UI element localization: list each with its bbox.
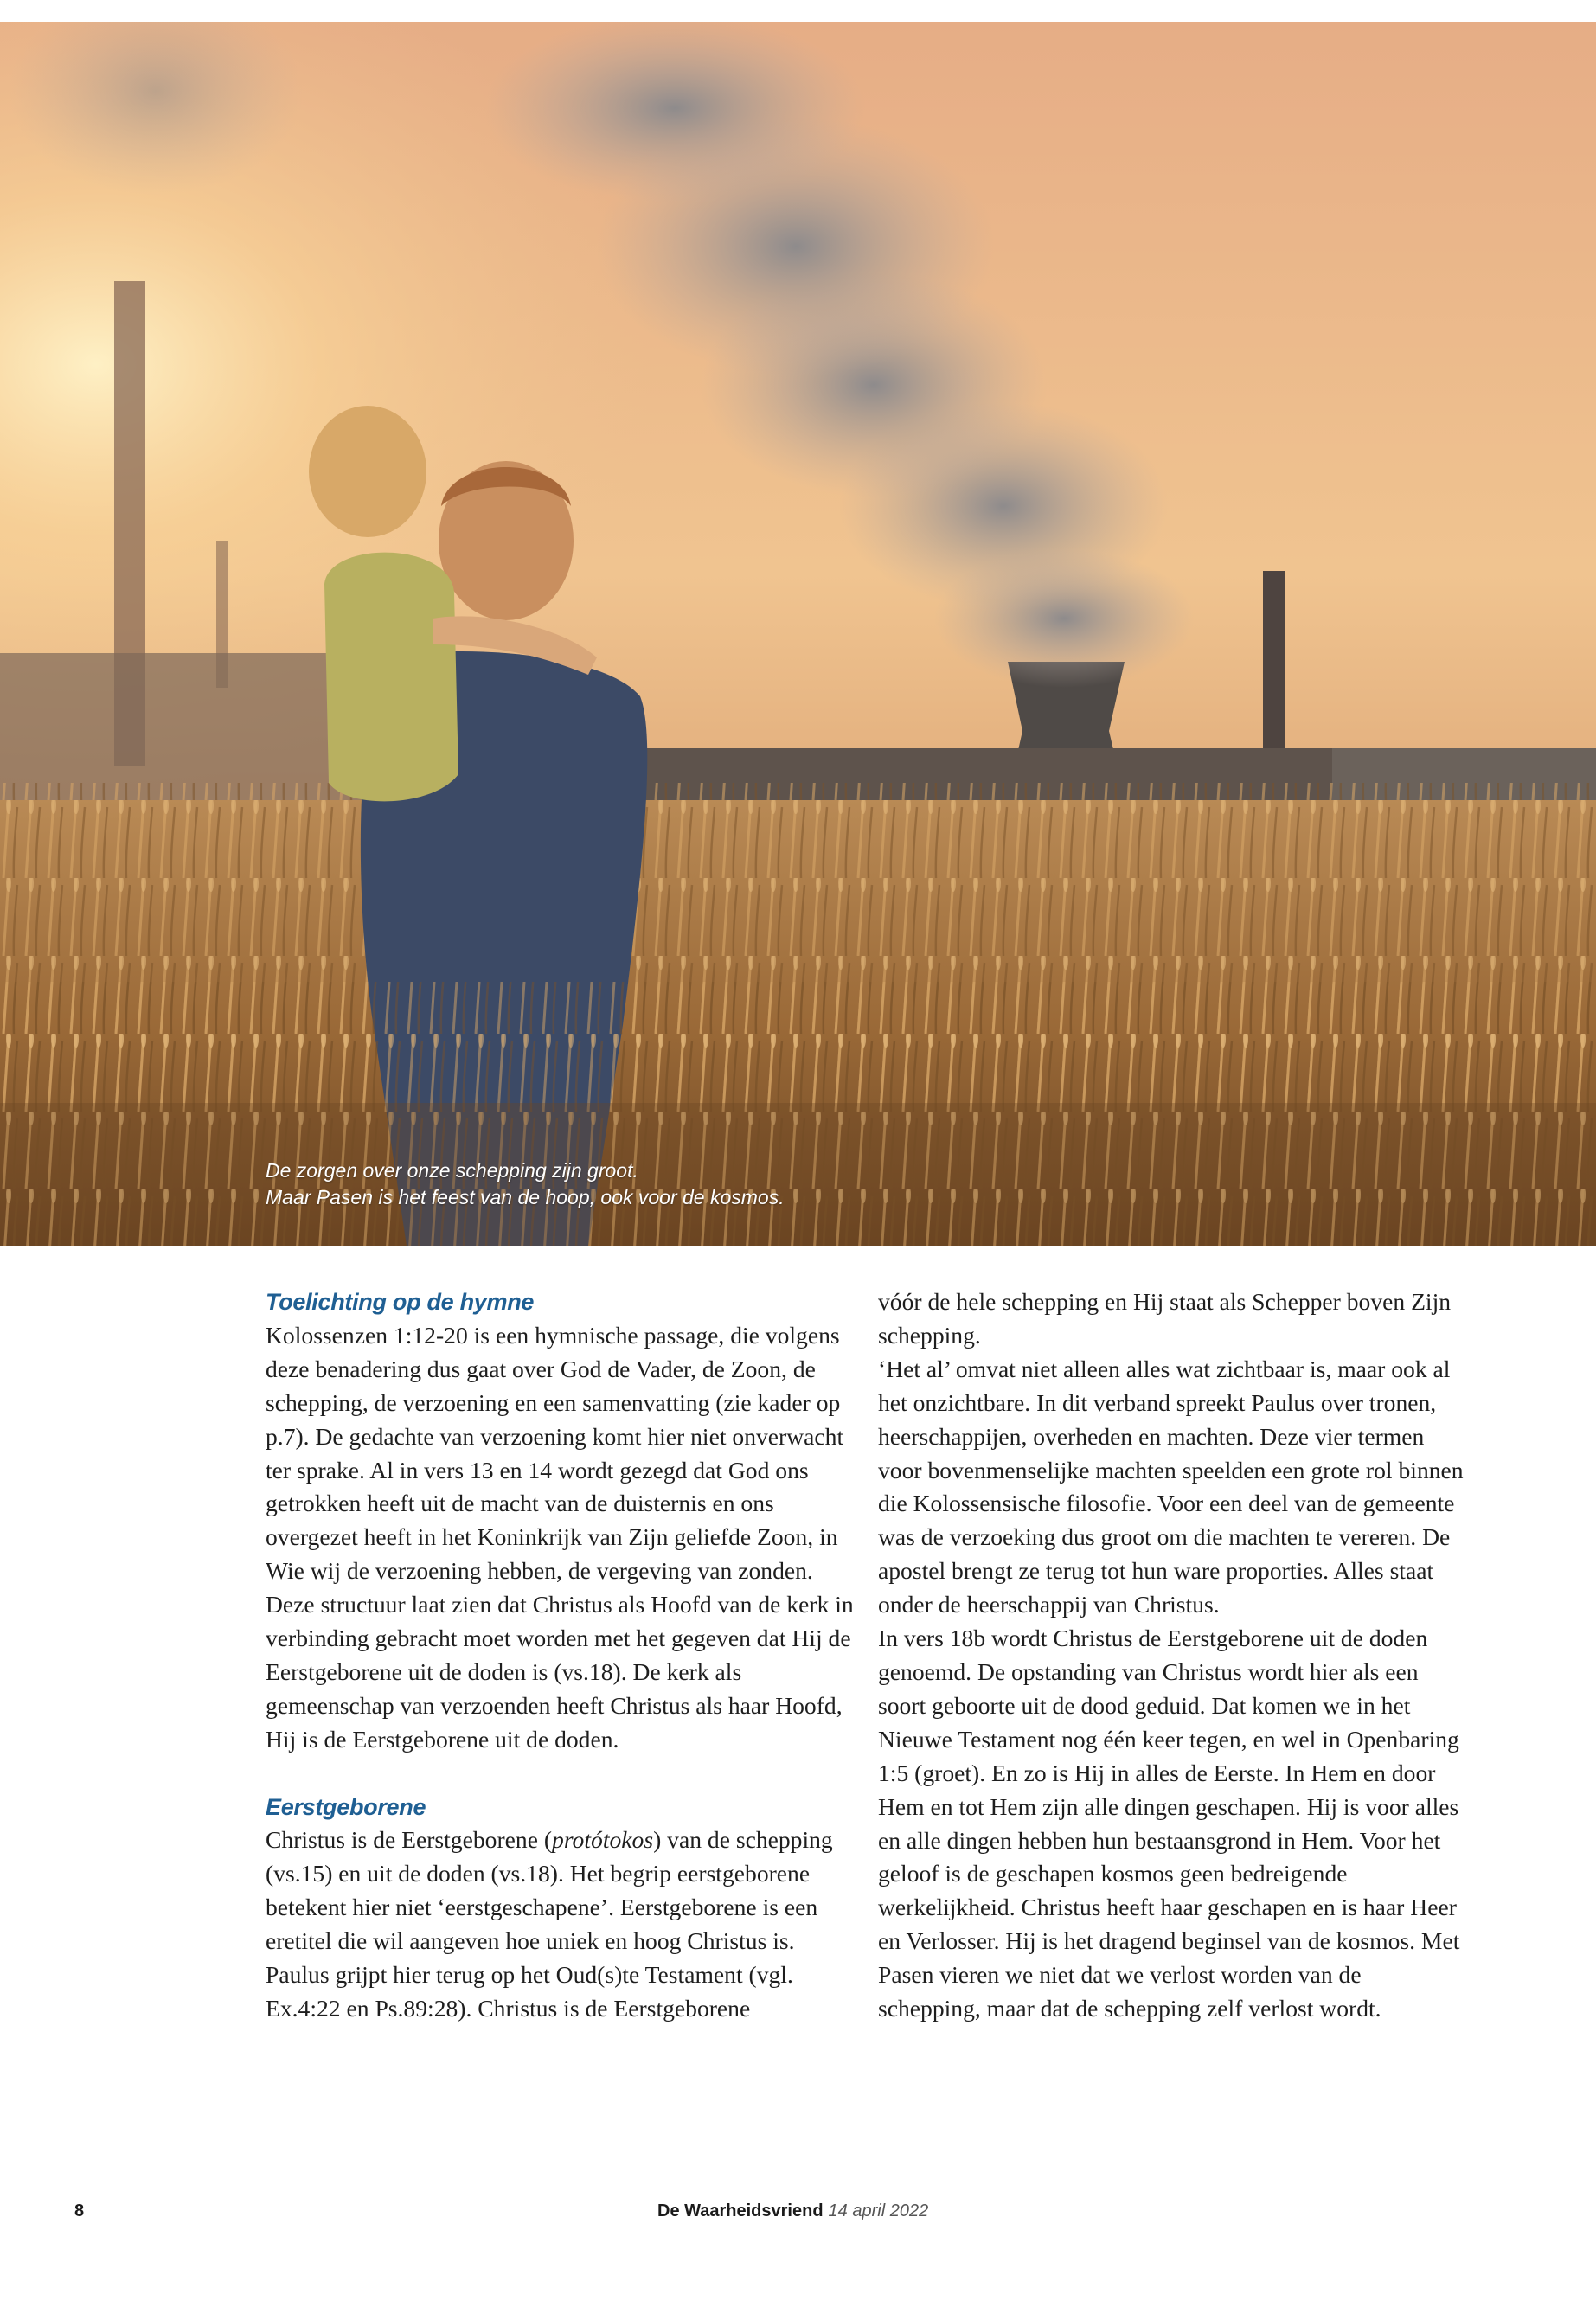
hero-photo: [0, 22, 1596, 1246]
right-column: [878, 1285, 1466, 2026]
left-paragraph-3: [266, 1823, 854, 2025]
left-paragraph-2: Deze structuur laat zien dat Christus als Hoofd van de kerk in verbinding gebracht moet worden met het gegeven dat Hij de Eerstgeborene uit de doden is (vs.18). De kerk als gemeenschap van verzoenden heeft Christus als haar Hoofd, Hij is de Eerstgeborene uit de doden.: [266, 1591, 854, 1753]
right-paragraph-3: In vers 18b wordt Christus de Eerstgeborene uit de doden genoemd. De opstanding van Christus wordt hier als een soort geboorte uit de dood geduid. Dat komen we in het Nieuwe Testament nog één keer tegen, en wel in Openbaring 1:5 (groet). En zo is Hij in alles de Eerste. In Hem en door Hem en tot Hem zijn alle dingen geschapen. Hij is voor alles en alle dingen hebben hun bestaansgrond in Hem. Voor het geloof is de geschapen kosmos geen bedreigende werkelijkheid. Christus heeft haar geschapen en is haar Heer en Verlosser. Hij is het dragend beginsel van de kosmos. Met Pasen vieren we niet dat we verlost worden van de schepping, maar dat de schepping zelf verlost wordt.: [878, 1625, 1460, 2022]
page-number: 8: [74, 2202, 85, 2221]
left-paragraph-3-end: ) van de schepping (vs.15) en uit de doden (vs.18). Het begrip eerstgeborene betekent hier niet ‘eerstgeschapene’. Eerstgeborene is een eretitel die wil aangeven hoe uniek en hoog Christus is. Paulus grijpt hier terug op het Oud(s)te Testament (vgl. Ex.4:22 en Ps.89:28). Christus is de Eerstgeborene: [266, 1826, 833, 2022]
right-paragraph-2: ‘Het al’ omvat niet alleen alles wat zichtbaar is, maar ook al het onzichtbare. In dit verband spreekt Paulus over tronen, heerschappijen, overheden en machten. Deze vier termen voor bovenmenselijke machten speelden een grote rol binnen die Kolossensische filosofie. Voor een deel van de gemeente was de verzoeking dus groot om die machten te vereren. De apostel brengt ze terug tot hun ware proporties. Alles staat onder de heerschappij van Christus.: [878, 1355, 1464, 1618]
issue-date: 14 april 2022: [828, 2202, 929, 2221]
left-paragraph-1: Kolossenzen 1:12-20 is een hymnische passage, die volgens deze benadering dus gaat over God de Vader, de Zoon, de schepping, de verzoening en een samenvatting (zie kader op p.7). De gedachte van verzoening komt hier niet onverwacht ter sprake. Al in vers 13 en 14 wordt gezegd dat God ons getrokken heeft uit de macht van de duisternis en ons overgezet heeft in het Koninkrijk van Zijn geliefde Zoon, in Wie wij de verzoening hebben, de vergeving van zonden.: [266, 1321, 844, 1585]
caption-line-1: De zorgen over onze schepping zijn groot.: [266, 1159, 638, 1182]
section-gap: [266, 1757, 854, 1791]
photo-father-child-wheat-field-icon: [0, 22, 1596, 1246]
photo-caption: [266, 1157, 785, 1211]
greek-term: protótokos: [552, 1826, 654, 1854]
magazine-name: De Waarheidsvriend: [657, 2202, 824, 2221]
left-paragraph-3-start: Christus is de Eerstgeborene (: [266, 1826, 553, 1854]
heading-eerstgeborene: Eerstgeborene: [266, 1793, 426, 1820]
footer-publication: [657, 2202, 928, 2221]
left-column: [266, 1285, 854, 2026]
caption-line-2: Maar Pasen is het feest van de hoop, ook voor de kosmos.: [266, 1186, 785, 1208]
right-paragraph-1: vóór de hele schepping en Hij staat als Schepper boven Zijn schepping.: [878, 1288, 1452, 1349]
heading-toelichting: Toelichting op de hymne: [266, 1289, 535, 1315]
